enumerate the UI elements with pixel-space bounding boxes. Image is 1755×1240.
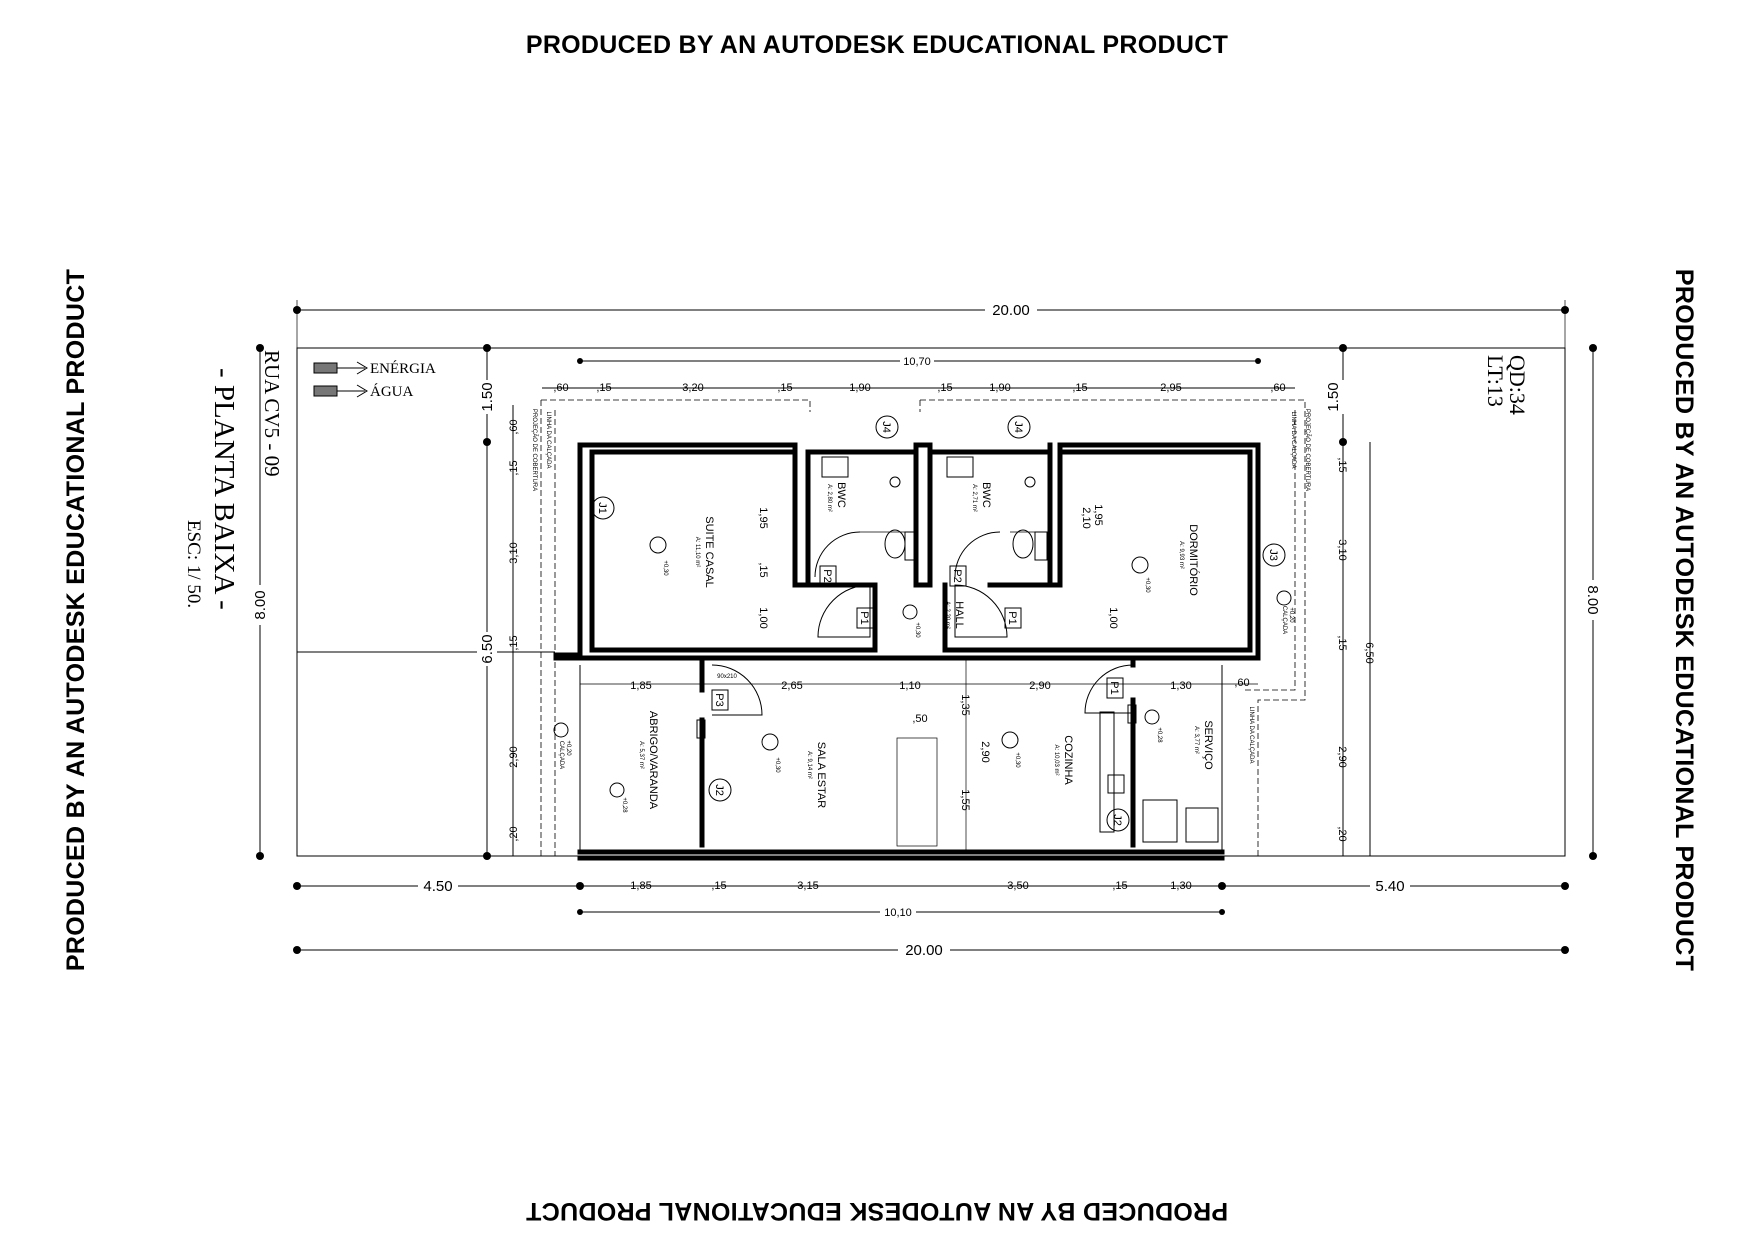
door-p2-right: P2 (951, 569, 963, 583)
door-p1-suite: P1 (858, 611, 870, 625)
dim-bottom-total: 10,10 (884, 907, 912, 919)
window-j3: J3 (1267, 549, 1279, 561)
dim-bottom-overall (293, 940, 1569, 959)
dim-int-3: 1,00 (757, 607, 769, 629)
dim-int-12: ,60 (1234, 677, 1250, 689)
dim-front-setback-left: 1.50 (479, 382, 496, 412)
room-name-servico: SERVIÇO (1202, 720, 1214, 770)
window-markers (592, 416, 1285, 831)
room-level-servico: +0,28 (1156, 727, 1162, 743)
room-area-hall: A: 2,20 m² (944, 601, 950, 629)
window-j4-right: J4 (1012, 421, 1024, 433)
room-area-servico: A: 3,77 m² (1193, 726, 1199, 754)
room-servico (1145, 710, 1214, 770)
dim-top-8: ,15 (1072, 382, 1088, 394)
dim-left-6: ,20 (508, 826, 520, 842)
street-name: RUA CV5 - 09 (260, 350, 284, 477)
room-bwc-left (826, 482, 847, 512)
note-linha-calcada-right: LINHA DA CALÇADA (1290, 411, 1296, 469)
room-area-dorm: A: 9,93 m² (1178, 541, 1184, 569)
room-level-suite: +0,30 (662, 560, 668, 576)
dim-int-2: ,15 (757, 562, 769, 578)
room-level-abrigo: +0,28 (621, 797, 627, 813)
dim-int-4: 2,10 (1080, 507, 1092, 529)
utility-legend (314, 360, 436, 400)
dim-left-3: 3,10 (508, 542, 520, 564)
note-projecao-right: PROJEÇÃO DE COBERTURA (1304, 408, 1310, 492)
dim-bottom-5: ,15 (1112, 880, 1128, 892)
dim-int-8: 2,65 (781, 680, 803, 692)
room-cozinha (1002, 732, 1074, 785)
dim-left-2: ,15 (508, 460, 520, 476)
dim-house-depth-left: 6.50 (479, 634, 496, 664)
dim-int-13: ,50 (912, 713, 928, 725)
dim-right-setback-chain (1325, 344, 1353, 446)
door-p3: P3 (713, 693, 725, 707)
room-level-hall: +0,30 (914, 622, 920, 638)
room-name-suite: SUITE CASAL (703, 516, 715, 588)
note-linha-calcada-left: LINHA DA CALÇADA (545, 411, 551, 469)
door-p1-dorm: P1 (1006, 611, 1018, 625)
dim-left-setback-chain (477, 344, 497, 860)
dim-right-4: 2,90 (1336, 746, 1348, 768)
dim-bottom-6: 1,30 (1170, 880, 1192, 892)
room-abrigo (610, 711, 659, 813)
dim-left-5: 2,90 (508, 746, 520, 768)
window-j4-left: J4 (880, 421, 892, 433)
watermark-top: PRODUCED BY AN AUTODESK EDUCATIONAL PRODUCT (525, 31, 1229, 59)
dim-left-1: ,60 (508, 419, 520, 435)
dim-int-10: 2,90 (1029, 680, 1051, 692)
dim-top-4: ,15 (777, 382, 793, 394)
room-name-dorm: DORMITÓRIO (1187, 524, 1199, 596)
window-j2-sala: J2 (713, 784, 725, 796)
room-bwc-right (971, 482, 992, 512)
dim-overall-width-bottom: 20.00 (905, 942, 943, 959)
dim-left-chain (508, 405, 520, 856)
dim-int-17: 90x210 (717, 674, 737, 680)
calcada-level-left: +0,20 (565, 740, 571, 756)
dim-right-3: ,15 (1336, 635, 1348, 651)
dim-top-7: 1,90 (989, 382, 1011, 394)
dim-left-setback: 4.50 (423, 878, 453, 895)
room-area-cozinha: A: 10,03 m² (1053, 744, 1059, 776)
window-j1: J1 (596, 502, 608, 514)
dim-int-1: 1,95 (757, 507, 769, 529)
dim-top-overall (293, 300, 1569, 348)
room-area-abrigo: A: 5,37 m² (638, 741, 644, 769)
dim-right-2: 3,10 (1336, 539, 1348, 561)
room-level-sala: +0,30 (774, 757, 780, 773)
door-p2-left: P2 (821, 569, 833, 583)
room-name-hall: HALL (953, 601, 965, 629)
calcada-label-right: CALÇADA (1281, 605, 1287, 635)
room-hall (903, 601, 965, 638)
note-projecao-left: PROJEÇÃO DE COBERTURA (531, 408, 537, 492)
room-dormitorio (1132, 524, 1200, 596)
room-name-bwc-right: BWC (980, 482, 992, 508)
dim-depth-right: 8.00 (1584, 585, 1601, 615)
calcada-right (1277, 591, 1294, 634)
calcada-label-left: CALÇADA (558, 740, 564, 770)
dim-top-total: 10,70 (903, 356, 931, 368)
room-suite (650, 516, 715, 588)
legend-energy: ENÉRGIA (370, 361, 436, 377)
dim-right-5: ,20 (1336, 826, 1348, 842)
watermark-bottom: PRODUCED BY AN AUTODESK EDUCATIONAL PRODUCT (525, 1197, 1229, 1225)
dim-depth-left: 8.00 (252, 590, 269, 620)
dim-int-14: 1,35 (959, 694, 971, 716)
dim-bottom-3: 3,15 (797, 880, 819, 892)
dim-top-chain (542, 354, 1295, 394)
bathroom-walls (795, 445, 1060, 650)
plan-title: - PLANTA BAIXA - (208, 368, 240, 610)
dim-front-setback-right: 1.50 (1325, 382, 1342, 412)
dim-right-chain (1336, 442, 1375, 856)
calcada-left (554, 723, 571, 769)
dim-top-2: ,15 (596, 382, 612, 394)
dim-bottom-4: 3,50 (1007, 880, 1029, 892)
watermark-left: PRODUCED BY AN AUTODESK EDUCATIONAL PRODUCT (62, 268, 90, 972)
dim-top-9: 2,95 (1160, 382, 1182, 394)
room-area-suite: A: 11,10 m² (694, 536, 700, 568)
room-sala (762, 734, 827, 808)
room-name-abrigo: ABRIGO/VARANDA (647, 710, 659, 810)
bathroom-fixtures (822, 457, 1047, 560)
dim-int-6: 1,00 (1107, 607, 1119, 629)
plan-scale: ESC: 1/ 50. (183, 520, 204, 609)
legend-water: ÁGUA (370, 384, 414, 400)
dim-int-7: 1,85 (630, 680, 652, 692)
dim-left-4: ,15 (508, 635, 520, 651)
dim-int-11: 1,30 (1170, 680, 1192, 692)
dim-top-1: ,60 (553, 382, 569, 394)
room-level-cozinha: +0,30 (1014, 752, 1020, 768)
dim-right-setback: 5.40 (1375, 878, 1405, 895)
room-area-sala: A: 9,14 m² (806, 751, 812, 779)
dim-bottom-1: 1,85 (630, 880, 652, 892)
watermark-right: PRODUCED BY AN AUTODESK EDUCATIONAL PRODUCT (1670, 268, 1698, 972)
room-name-bwc-left: BWC (835, 482, 847, 508)
dim-top-6: ,15 (937, 382, 953, 394)
room-level-dorm: +0,30 (1144, 577, 1150, 593)
dim-overall-width-top: 20.00 (992, 302, 1030, 319)
dim-right-1: ,15 (1336, 457, 1348, 473)
dim-right-depth (1583, 344, 1603, 860)
dim-top-5: 1,90 (849, 382, 871, 394)
calcada-level-right: +0,20 (1288, 607, 1294, 623)
room-name-sala: SALA ESTAR (815, 741, 827, 809)
dim-int-9: 1,10 (899, 680, 921, 692)
kitchen-fixtures (897, 712, 1218, 846)
door-p1-servico: P1 (1108, 681, 1120, 695)
room-area-bwc-left: A: 2,80 m² (826, 484, 832, 512)
room-name-cozinha: COZINHA (1062, 735, 1074, 785)
dim-int-5: 1,95 (1092, 504, 1104, 526)
house-walls (556, 445, 1258, 858)
dim-bottom-chain (577, 880, 1225, 919)
dim-top-10: ,60 (1270, 382, 1286, 394)
note-linha-calcada-bottom: LINHA DA CALÇADA (1248, 706, 1254, 764)
room-area-bwc-right: A: 2,71 m² (971, 484, 977, 512)
dim-bottom-2: ,15 (711, 880, 727, 892)
window-j2-cozinha: J2 (1111, 814, 1123, 826)
block-number: QD:34 (1505, 355, 1530, 415)
dim-right-6: 6,50 (1363, 642, 1375, 664)
dim-int-16: 1,55 (959, 789, 971, 811)
dim-top-3: 3,20 (682, 382, 704, 394)
dim-int-15: 2,90 (979, 741, 991, 763)
lot-number: LT:13 (1483, 355, 1508, 407)
